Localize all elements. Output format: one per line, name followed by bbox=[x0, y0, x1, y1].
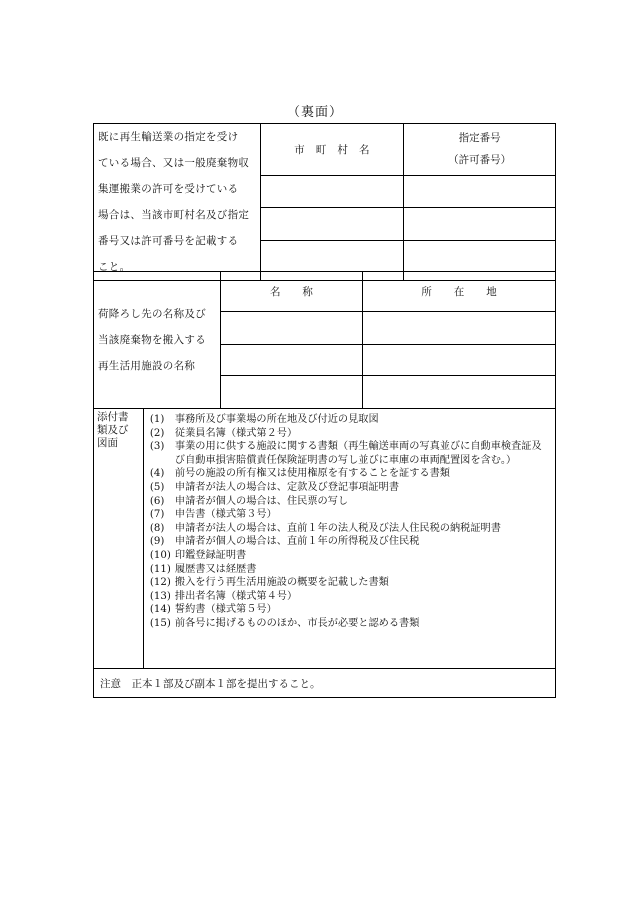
facility-location-field-3[interactable] bbox=[363, 376, 556, 409]
instruction-line: 場合は、当該市町村名及び指定 bbox=[98, 209, 250, 221]
list-item bbox=[150, 549, 551, 563]
facility-name-field-3[interactable] bbox=[220, 376, 363, 409]
list-item bbox=[150, 440, 551, 467]
item-text: 申請者が個人の場合は、直前１年の所得税及び住民税 bbox=[174, 536, 420, 548]
item-text: 事務所及び事業場の所在地及び付近の見取図 bbox=[174, 414, 379, 425]
item-text: 印鑑登録証明書 bbox=[174, 549, 247, 561]
item-text: 従業員名簿（様式第２号） bbox=[174, 427, 298, 439]
facility-location-field-1[interactable] bbox=[363, 312, 556, 345]
item-text: 前各号に掲げるもののほか、市長が必要と認める書類 bbox=[174, 617, 420, 629]
instruction-line: 既に再生輸送業の指定を受け bbox=[98, 131, 239, 143]
page-title: （裏面） bbox=[286, 105, 343, 120]
instruction-line: こと。 bbox=[98, 261, 131, 273]
item-number: (13) bbox=[149, 590, 171, 602]
instruction-line: 番号又は許可番号を記載する bbox=[98, 235, 239, 247]
facility-name-field-2[interactable] bbox=[220, 345, 363, 376]
item-number: (10) bbox=[149, 549, 171, 561]
designation-number-header bbox=[404, 124, 556, 176]
municipality-header: 市 町 村 名 bbox=[260, 124, 404, 176]
number-field-2[interactable] bbox=[404, 207, 556, 240]
list-item bbox=[150, 603, 551, 617]
item-number: (2) bbox=[149, 427, 165, 439]
list-item bbox=[150, 617, 551, 631]
item-text: 誓約書（様式第５号） bbox=[174, 604, 277, 616]
item-number: (9) bbox=[149, 536, 165, 548]
item-number: (1) bbox=[149, 414, 165, 425]
list-item bbox=[150, 535, 551, 549]
instruction-line: ている場合、又は一般廃棄物収 bbox=[98, 157, 250, 169]
note-table bbox=[93, 668, 556, 698]
list-item bbox=[150, 413, 551, 427]
list-item bbox=[150, 576, 551, 590]
attachments-label-line: 図面 bbox=[97, 437, 118, 449]
attachments-label bbox=[94, 409, 144, 669]
item-text: 申請者が法人の場合は、直前１年の法人税及び法人住民税の納税証明書 bbox=[174, 522, 501, 534]
item-text: 搬入を行う再生活用施設の概要を記載した書類 bbox=[174, 577, 389, 589]
list-item bbox=[150, 508, 551, 522]
submission-note: 注意 正本１部及び副本１部を提出すること。 bbox=[94, 669, 556, 698]
instruction-line: 集運搬業の許可を受けている bbox=[98, 183, 239, 195]
item-text: 事業の用に供する施設に関する書類（再生輸送車両の写真並びに自動車検査証及び自動車損害賠償責任保険証明書の写し並びに車庫の車両配置図を含む。） bbox=[174, 441, 542, 466]
instruction-line: 当該廃棄物を搬入する bbox=[98, 334, 206, 346]
item-text: 申請者が法人の場合は、定款及び登記事項証明書 bbox=[174, 481, 400, 493]
item-number: (7) bbox=[149, 509, 165, 521]
item-number: (15) bbox=[149, 617, 171, 629]
attachments-label-line: 添付書 bbox=[97, 411, 129, 423]
item-number: (6) bbox=[149, 495, 165, 507]
list-item bbox=[150, 590, 551, 604]
permit-number-label: （許可番号） bbox=[448, 154, 512, 167]
item-number: (3) bbox=[149, 441, 165, 453]
attachments-table bbox=[93, 408, 556, 669]
facility-instructions bbox=[94, 272, 221, 409]
item-text: 履歴書又は経歴書 bbox=[174, 563, 257, 575]
facility-location-field-2[interactable] bbox=[363, 345, 556, 376]
item-number: (12) bbox=[149, 577, 171, 589]
list-item bbox=[150, 467, 551, 481]
list-item bbox=[150, 563, 551, 577]
list-item bbox=[150, 427, 551, 441]
number-field-1[interactable] bbox=[404, 175, 556, 207]
list-item bbox=[150, 495, 551, 509]
item-number: (8) bbox=[149, 522, 165, 534]
facility-name-field-1[interactable] bbox=[220, 312, 363, 345]
attachments-label-line: 類及び bbox=[97, 424, 129, 436]
item-number: (11) bbox=[149, 563, 171, 575]
list-item bbox=[150, 522, 551, 536]
item-text: 申告書（様式第３号） bbox=[174, 509, 277, 521]
designation-number-label: 指定番号 bbox=[458, 132, 501, 145]
municipality-table bbox=[93, 123, 556, 281]
facility-location-header: 所 在 地 bbox=[363, 272, 556, 312]
municipality-instructions bbox=[94, 124, 261, 281]
facility-name-header: 名 称 bbox=[220, 272, 363, 312]
item-number: (14) bbox=[149, 604, 171, 616]
attachments-list bbox=[143, 409, 555, 669]
facility-table bbox=[93, 271, 556, 409]
item-text: 排出者名簿（様式第４号） bbox=[174, 590, 298, 602]
instruction-line: 荷降ろし先の名称及び bbox=[98, 308, 206, 320]
item-number: (4) bbox=[149, 468, 165, 480]
municipality-field-2[interactable] bbox=[260, 207, 404, 240]
item-text: 申請者が個人の場合は、住民票の写し bbox=[174, 495, 349, 507]
item-number: (5) bbox=[149, 481, 165, 493]
municipality-field-1[interactable] bbox=[260, 175, 404, 207]
list-item bbox=[150, 481, 551, 495]
instruction-line: 再生活用施設の名称 bbox=[98, 360, 196, 372]
item-text: 前号の施設の所有権又は使用権原を有することを証する書類 bbox=[174, 468, 450, 480]
